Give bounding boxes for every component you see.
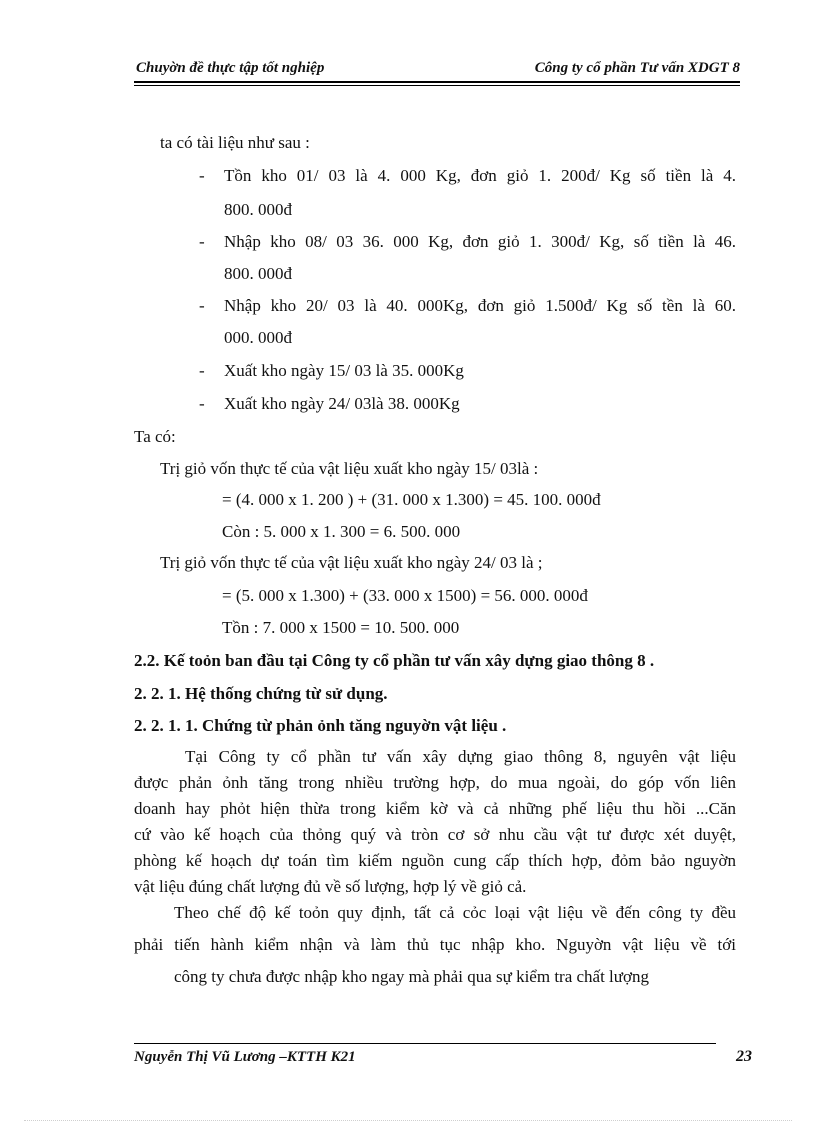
bullet-line: Xuất kho ngày 15/ 03 là 35. 000Kg <box>224 361 464 380</box>
page-edge-divider <box>24 1120 792 1121</box>
bullet-line-cont: 800. 000đ <box>224 200 292 219</box>
footer-rule <box>134 1043 716 1044</box>
calc1-title: Trị giỏ vốn thực tế của vật liệu xuất kho ngày 15/ 03là : <box>160 459 539 478</box>
bullet-dash: - <box>199 394 205 413</box>
footer-author: Nguyễn Thị Vũ Lương –KTTH K21 <box>134 1049 356 1065</box>
paragraph-line: Tại Công ty cổ phần tư vấn xây dựng giao thông 8, nguyên vật liệu <box>185 747 736 766</box>
bullet-line: Nhập kho 08/ 03 36. 000 Kg, đơn giỏ 1. 300đ/ Kg, số tiền là 46. <box>224 232 736 251</box>
paragraph-line: doanh hay phỏt hiện thừa trong kiểm kờ và cả những phế liệu thu hồi ...Căn <box>134 799 736 818</box>
bullet-line-cont: 000. 000đ <box>224 328 292 347</box>
bullet-line: Xuất kho ngày 24/ 03là 38. 000Kg <box>224 394 460 413</box>
subsection-heading: 2. 2. 1. Hệ thống chứng từ sử dụng. <box>134 684 388 703</box>
bullet-line-cont: 800. 000đ <box>224 264 292 283</box>
calc2-remainder: Tồn : 7. 000 x 1500 = 10. 500. 000 <box>222 618 460 637</box>
header-rule-thin <box>134 85 740 86</box>
calc1-remainder: Còn : 5. 000 x 1. 300 = 6. 500. 000 <box>222 522 461 541</box>
paragraph-line: Theo chế độ kế toỏn quy định, tất cả cỏc loại vật liệu về đến công ty đều <box>174 903 736 922</box>
bullet-dash: - <box>199 361 205 380</box>
subsubsection-heading: 2. 2. 1. 1. Chứng từ phản ỏnh tăng nguyờn vật liệu . <box>134 716 507 735</box>
calc1-equation: = (4. 000 x 1. 200 ) + (31. 000 x 1.300) = 45. 100. 000đ <box>222 490 601 509</box>
intro-line: ta có tài liệu như sau : <box>160 133 310 152</box>
calc2-title: Trị giỏ vốn thực tế của vật liệu xuất kho ngày 24/ 03 là ; <box>160 553 543 572</box>
bullet-dash: - <box>199 166 205 185</box>
header-title-right: Công ty cổ phần Tư vấn XDGT 8 <box>534 60 740 76</box>
bullet-line: Tồn kho 01/ 03 là 4. 000 Kg, đơn giỏ 1. 200đ/ Kg số tiền là 4. <box>224 166 736 185</box>
header-title-left: Chuyờn đề thực tập tốt nghiệp <box>136 60 325 76</box>
bullet-dash: - <box>199 232 205 251</box>
calc2-equation: = (5. 000 x 1.300) + (33. 000 x 1500) = 56. 000. 000đ <box>222 586 588 605</box>
paragraph-line: công ty chưa được nhập kho ngay mà phải qua sự kiểm tra chất lượng <box>174 967 649 986</box>
bullet-dash: - <box>199 296 205 315</box>
page-number: 23 <box>736 1048 752 1065</box>
paragraph-line: được phản ỏnh tăng trong nhiều trường hợp, do mua ngoài, do góp vốn liên <box>134 773 736 792</box>
section-heading: 2.2. Kế toỏn ban đầu tại Công ty cổ phần tư vấn xây dựng giao thông 8 . <box>134 651 655 670</box>
paragraph-line: phòng kế hoạch dự toán tìm kiếm nguồn cung cấp thích hợp, đỏm bảo nguyờn <box>134 851 736 870</box>
bullet-line: Nhập kho 20/ 03 là 40. 000Kg, đơn giỏ 1.500đ/ Kg số tền là 60. <box>224 296 736 315</box>
header-rule <box>134 81 740 83</box>
paragraph-line: phải tiến hành kiểm nhận và làm thủ tục nhập kho. Nguyờn vật liệu về tới <box>134 935 736 954</box>
ta-co-label: Ta có: <box>134 427 176 446</box>
paragraph-line: cứ vào kế hoạch của thỏng quý và tròn cơ sở nhu cầu vật tư được xét duyệt, <box>134 825 736 844</box>
paragraph-line: vật liệu đúng chất lượng đủ về số lượng, hợp lý về giỏ cả. <box>134 877 527 896</box>
